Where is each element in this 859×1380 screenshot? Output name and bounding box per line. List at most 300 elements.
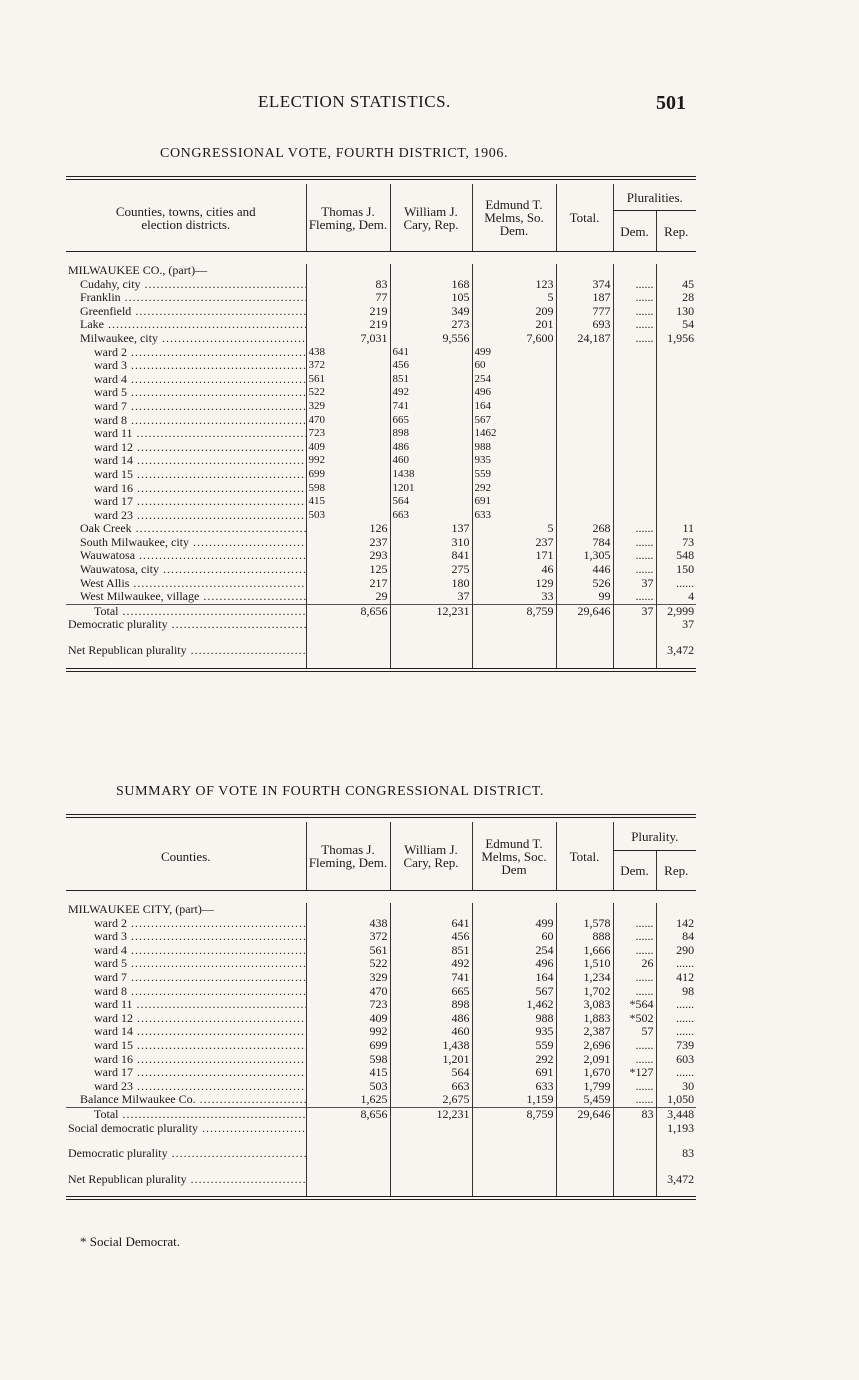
table-row bbox=[66, 549, 696, 563]
cell-total bbox=[556, 495, 613, 509]
cell-rep: 11 bbox=[656, 522, 696, 536]
cell-c2: 12,231 bbox=[390, 1107, 472, 1121]
leader-dots bbox=[127, 386, 306, 399]
cell-total bbox=[556, 400, 613, 414]
table-row bbox=[66, 1039, 696, 1053]
cell-c1: 561 bbox=[306, 373, 390, 387]
cell-total: 29,646 bbox=[556, 1107, 613, 1121]
row-label bbox=[66, 644, 306, 658]
row-label-text: ward 16 bbox=[94, 481, 133, 495]
cell-dem bbox=[613, 359, 656, 373]
leader-dots bbox=[133, 427, 306, 440]
cell-c2: 456 bbox=[390, 930, 472, 944]
table-row bbox=[66, 971, 696, 985]
cell-c1: 522 bbox=[306, 386, 390, 400]
cell-c2: 492 bbox=[390, 386, 472, 400]
row-label-text: Wauwatosa bbox=[80, 549, 136, 563]
row-label bbox=[66, 318, 306, 332]
cell-dem bbox=[613, 644, 656, 658]
row-label bbox=[66, 1093, 306, 1107]
table2-summary-vote bbox=[66, 814, 696, 1200]
row-label bbox=[66, 332, 306, 346]
cell-total: 526 bbox=[556, 577, 613, 591]
cell-c2: 741 bbox=[390, 971, 472, 985]
cell-c2: 851 bbox=[390, 373, 472, 387]
table-row bbox=[66, 536, 696, 550]
cell-c3: 559 bbox=[472, 468, 556, 482]
cell-c3: 8,759 bbox=[472, 1107, 556, 1121]
table-row bbox=[66, 1025, 696, 1039]
dem-plurality-row bbox=[66, 1147, 696, 1161]
row-label bbox=[66, 930, 306, 944]
leader-dots bbox=[127, 944, 306, 957]
cell-total bbox=[556, 644, 613, 658]
cell-c3: 292 bbox=[472, 482, 556, 496]
cell-c3: 8,759 bbox=[472, 604, 556, 618]
cell-dem bbox=[613, 1147, 656, 1161]
row-label-text: ward 15 bbox=[94, 1038, 133, 1052]
row-label bbox=[66, 359, 306, 373]
row-label-text: ward 2 bbox=[94, 916, 127, 930]
cell-c1: 522 bbox=[306, 957, 390, 971]
row-label bbox=[66, 917, 306, 931]
cell-rep: 3,448 bbox=[656, 1107, 696, 1121]
cell-rep: 142 bbox=[656, 917, 696, 931]
cell-c1: 470 bbox=[306, 414, 390, 428]
cell-c3 bbox=[472, 1122, 556, 1136]
footnote: * Social Democrat. bbox=[80, 1234, 180, 1249]
cell-c2: 1438 bbox=[390, 468, 472, 482]
row-label bbox=[66, 373, 306, 387]
cell-dem: ...... bbox=[613, 944, 656, 958]
leader-dots bbox=[168, 1147, 306, 1160]
row-label-text: ward 5 bbox=[94, 957, 127, 971]
cell-c3: 691 bbox=[472, 1066, 556, 1080]
cell-rep: 73 bbox=[656, 536, 696, 550]
table-row bbox=[66, 957, 696, 971]
cell-c1: 7,031 bbox=[306, 332, 390, 346]
leader-dots bbox=[158, 332, 306, 345]
cell-c2: 851 bbox=[390, 944, 472, 958]
row-label-text: Wauwatosa, city bbox=[80, 563, 160, 577]
row-label bbox=[66, 1066, 306, 1080]
cell-c2: 564 bbox=[390, 1066, 472, 1080]
row-label-text: Oak Creek bbox=[80, 522, 132, 536]
cell-c1: 561 bbox=[306, 944, 390, 958]
cell-c2: 741 bbox=[390, 400, 472, 414]
cell-dem bbox=[613, 454, 656, 468]
leader-dots bbox=[127, 985, 306, 998]
cell-c2: 641 bbox=[390, 346, 472, 360]
cell-total: 374 bbox=[556, 278, 613, 292]
cell-c2: 456 bbox=[390, 359, 472, 373]
cell-total: 1,305 bbox=[556, 549, 613, 563]
row-label-text: Net Republican plurality bbox=[68, 1172, 187, 1186]
cell-c2: 12,231 bbox=[390, 604, 472, 618]
cell-c3: 567 bbox=[472, 985, 556, 999]
leader-dots bbox=[119, 1107, 307, 1121]
cell-c3: 60 bbox=[472, 359, 556, 373]
table2-title: SUMMARY OF VOTE IN FOURTH CONGRESSIONAL DISTRICT. bbox=[116, 784, 544, 799]
cell-total bbox=[556, 454, 613, 468]
leader-dots bbox=[121, 291, 306, 304]
cell-c1: 219 bbox=[306, 318, 390, 332]
row-label-text: ward 4 bbox=[94, 943, 127, 957]
cell-total: 1,234 bbox=[556, 971, 613, 985]
cell-dem: ...... bbox=[613, 522, 656, 536]
cell-c1: 83 bbox=[306, 278, 390, 292]
net-rep-row bbox=[66, 1173, 696, 1187]
leader-dots bbox=[127, 400, 306, 413]
row-label bbox=[66, 577, 306, 591]
cell-c2: 9,556 bbox=[390, 332, 472, 346]
cell-c3: 1462 bbox=[472, 427, 556, 441]
row-label bbox=[66, 985, 306, 999]
cell-rep: 3,472 bbox=[656, 1173, 696, 1187]
cell-dem bbox=[613, 373, 656, 387]
cell-rep: 4 bbox=[656, 590, 696, 604]
cell-dem: 37 bbox=[613, 604, 656, 618]
cell-c3: 254 bbox=[472, 944, 556, 958]
row-label bbox=[66, 386, 306, 400]
table2-county-label: MILWAUKEE CITY, (part)— bbox=[68, 903, 214, 916]
cell-c3 bbox=[472, 1173, 556, 1187]
cell-total: 784 bbox=[556, 536, 613, 550]
cell-c2: 492 bbox=[390, 957, 472, 971]
cell-c2: 665 bbox=[390, 985, 472, 999]
cell-rep: 290 bbox=[656, 944, 696, 958]
row-label bbox=[66, 468, 306, 482]
table-row bbox=[66, 917, 696, 931]
cell-rep: 1,956 bbox=[656, 332, 696, 346]
cell-c2: 105 bbox=[390, 291, 472, 305]
cell-dem: ...... bbox=[613, 985, 656, 999]
cell-rep bbox=[656, 482, 696, 496]
leader-dots bbox=[133, 998, 306, 1011]
ward-row bbox=[66, 441, 696, 455]
cell-dem: 26 bbox=[613, 957, 656, 971]
cell-total bbox=[556, 386, 613, 400]
row-label bbox=[66, 549, 306, 563]
dem-plurality-row bbox=[66, 618, 696, 632]
cell-dem: 83 bbox=[613, 1107, 656, 1121]
cell-rep: 1,050 bbox=[656, 1093, 696, 1107]
cell-c3: 633 bbox=[472, 1080, 556, 1094]
table-row bbox=[66, 563, 696, 577]
table1-total-header: Total. bbox=[556, 184, 613, 252]
cell-rep: 548 bbox=[656, 549, 696, 563]
table1-rep-header: Rep. bbox=[656, 211, 696, 252]
cell-dem: ...... bbox=[613, 291, 656, 305]
cell-c3: 5 bbox=[472, 522, 556, 536]
table-row bbox=[66, 944, 696, 958]
cell-dem bbox=[613, 386, 656, 400]
cell-dem bbox=[613, 441, 656, 455]
cell-c1 bbox=[306, 1122, 390, 1136]
cell-c3: 60 bbox=[472, 930, 556, 944]
row-label bbox=[66, 618, 306, 632]
cell-dem bbox=[613, 468, 656, 482]
cell-total: 888 bbox=[556, 930, 613, 944]
cell-c1: 699 bbox=[306, 468, 390, 482]
cell-c1: 409 bbox=[306, 441, 390, 455]
cell-total: 446 bbox=[556, 563, 613, 577]
cell-c2 bbox=[390, 1173, 472, 1187]
leader-dots bbox=[133, 1039, 306, 1052]
leader-dots bbox=[133, 1066, 306, 1079]
ward-row bbox=[66, 373, 696, 387]
row-label-text: ward 7 bbox=[94, 970, 127, 984]
cell-dem bbox=[613, 400, 656, 414]
cell-total: 187 bbox=[556, 291, 613, 305]
row-label-text: Democratic plurality bbox=[68, 618, 168, 632]
row-label bbox=[66, 454, 306, 468]
row-label-text: ward 3 bbox=[94, 930, 127, 944]
leader-dots bbox=[133, 468, 306, 481]
cell-dem: ...... bbox=[613, 930, 656, 944]
cell-dem: ...... bbox=[613, 536, 656, 550]
cell-rep: 603 bbox=[656, 1053, 696, 1067]
cell-rep bbox=[656, 414, 696, 428]
cell-c3: 691 bbox=[472, 495, 556, 509]
table-row bbox=[66, 985, 696, 999]
cell-c3: 129 bbox=[472, 577, 556, 591]
row-label bbox=[66, 1147, 306, 1161]
cell-dem bbox=[613, 414, 656, 428]
leader-dots bbox=[187, 1173, 306, 1186]
row-label bbox=[66, 509, 306, 523]
table1-label-header: Counties, towns, cities and election districts. bbox=[66, 184, 306, 252]
cell-c3: 499 bbox=[472, 346, 556, 360]
table1-dem-header: Dem. bbox=[613, 211, 656, 252]
table1-title: CONGRESSIONAL VOTE, FOURTH DISTRICT, 1906. bbox=[160, 146, 509, 161]
leader-dots bbox=[133, 509, 306, 522]
row-label bbox=[66, 305, 306, 319]
row-label-text: ward 11 bbox=[94, 427, 133, 441]
cell-c1: 329 bbox=[306, 971, 390, 985]
row-label bbox=[66, 482, 306, 496]
row-label-text: West Milwaukee, village bbox=[80, 590, 200, 604]
ward-row bbox=[66, 482, 696, 496]
cell-c3: 33 bbox=[472, 590, 556, 604]
cell-dem: *564 bbox=[613, 998, 656, 1012]
cell-c1: 992 bbox=[306, 454, 390, 468]
ward-row bbox=[66, 509, 696, 523]
table-row bbox=[66, 1093, 696, 1107]
cell-total: 693 bbox=[556, 318, 613, 332]
cell-c2: 180 bbox=[390, 577, 472, 591]
row-label-text: Social democratic plurality bbox=[68, 1121, 198, 1135]
cell-c1 bbox=[306, 618, 390, 632]
cell-total: 1,799 bbox=[556, 1080, 613, 1094]
cell-rep bbox=[656, 359, 696, 373]
cell-c1: 237 bbox=[306, 536, 390, 550]
row-label-text: ward 12 bbox=[94, 1011, 133, 1025]
cell-c3: 46 bbox=[472, 563, 556, 577]
leader-dots bbox=[133, 1012, 306, 1025]
cell-c1: 29 bbox=[306, 590, 390, 604]
cell-dem bbox=[613, 1173, 656, 1187]
cell-dem: ...... bbox=[613, 563, 656, 577]
cell-dem: ...... bbox=[613, 278, 656, 292]
cell-c2: 168 bbox=[390, 278, 472, 292]
leader-dots bbox=[127, 930, 306, 943]
row-label bbox=[66, 998, 306, 1012]
cell-total: 99 bbox=[556, 590, 613, 604]
cell-c2: 2,675 bbox=[390, 1093, 472, 1107]
cell-total bbox=[556, 346, 613, 360]
cell-c3: 164 bbox=[472, 971, 556, 985]
table1-congressional-vote bbox=[66, 176, 696, 672]
cell-rep: 739 bbox=[656, 1039, 696, 1053]
cell-c1: 219 bbox=[306, 305, 390, 319]
cell-dem: ...... bbox=[613, 1039, 656, 1053]
cell-total bbox=[556, 359, 613, 373]
cell-c1: 125 bbox=[306, 563, 390, 577]
cell-c1: 217 bbox=[306, 577, 390, 591]
row-label-text: ward 8 bbox=[94, 984, 127, 998]
table-row bbox=[66, 291, 696, 305]
ward-row bbox=[66, 495, 696, 509]
ward-row bbox=[66, 427, 696, 441]
leader-dots bbox=[127, 359, 306, 372]
cell-rep: 130 bbox=[656, 305, 696, 319]
cell-rep: 84 bbox=[656, 930, 696, 944]
cell-total bbox=[556, 441, 613, 455]
cell-c2: 898 bbox=[390, 427, 472, 441]
cell-c2: 841 bbox=[390, 549, 472, 563]
cell-rep bbox=[656, 427, 696, 441]
cell-rep: 30 bbox=[656, 1080, 696, 1094]
cell-dem: 37 bbox=[613, 577, 656, 591]
row-label-text: Franklin bbox=[80, 291, 121, 305]
cell-c1: 992 bbox=[306, 1025, 390, 1039]
table1-pluralities-header: Pluralities. bbox=[613, 184, 696, 211]
cell-c1: 77 bbox=[306, 291, 390, 305]
table1-melms-header: Edmund T. Melms, So. Dem. bbox=[472, 184, 556, 252]
cell-c3: 567 bbox=[472, 414, 556, 428]
cell-rep: ...... bbox=[656, 1025, 696, 1039]
cell-c2: 486 bbox=[390, 441, 472, 455]
cell-total: 268 bbox=[556, 522, 613, 536]
cell-dem: 57 bbox=[613, 1025, 656, 1039]
cell-rep bbox=[656, 441, 696, 455]
cell-rep bbox=[656, 509, 696, 523]
cell-total bbox=[556, 618, 613, 632]
table-row bbox=[66, 590, 696, 604]
cell-c2: 1,201 bbox=[390, 1053, 472, 1067]
cell-total: 1,510 bbox=[556, 957, 613, 971]
cell-total: 2,696 bbox=[556, 1039, 613, 1053]
cell-total bbox=[556, 1173, 613, 1187]
table2-total-header: Total. bbox=[556, 822, 613, 891]
row-label bbox=[66, 563, 306, 577]
cell-total: 1,702 bbox=[556, 985, 613, 999]
table-row bbox=[66, 577, 696, 591]
row-label-text: ward 2 bbox=[94, 345, 127, 359]
cell-c2: 310 bbox=[390, 536, 472, 550]
cell-c3: 237 bbox=[472, 536, 556, 550]
row-label-text: Cudahy, city bbox=[80, 277, 141, 291]
table-row bbox=[66, 998, 696, 1012]
cell-total: 24,187 bbox=[556, 332, 613, 346]
table1-fleming-header: Thomas J. Fleming, Dem. bbox=[306, 184, 390, 252]
cell-total bbox=[556, 414, 613, 428]
cell-rep: 45 bbox=[656, 278, 696, 292]
cell-c3: 7,600 bbox=[472, 332, 556, 346]
cell-c1: 415 bbox=[306, 1066, 390, 1080]
cell-dem bbox=[613, 1122, 656, 1136]
cell-c1: 699 bbox=[306, 1039, 390, 1053]
row-label-text: Balance Milwaukee Co. bbox=[80, 1093, 196, 1107]
cell-rep: 28 bbox=[656, 291, 696, 305]
cell-c3: 1,462 bbox=[472, 998, 556, 1012]
cell-c2 bbox=[390, 644, 472, 658]
cell-c2: 663 bbox=[390, 1080, 472, 1094]
cell-c1: 1,625 bbox=[306, 1093, 390, 1107]
cell-c3: 171 bbox=[472, 549, 556, 563]
leader-dots bbox=[133, 495, 306, 508]
leader-dots bbox=[159, 563, 306, 576]
leader-dots bbox=[104, 318, 306, 331]
row-label-text: Lake bbox=[80, 318, 104, 332]
row-label bbox=[66, 536, 306, 550]
cell-dem: ...... bbox=[613, 1080, 656, 1094]
cell-c2: 564 bbox=[390, 495, 472, 509]
cell-c2 bbox=[390, 618, 472, 632]
table2-cary-header: William J. Cary, Rep. bbox=[390, 822, 472, 891]
cell-total: 777 bbox=[556, 305, 613, 319]
cell-c3: 254 bbox=[472, 373, 556, 387]
cell-c2: 460 bbox=[390, 1025, 472, 1039]
cell-dem: ...... bbox=[613, 590, 656, 604]
row-label-text: ward 12 bbox=[94, 440, 133, 454]
leader-dots bbox=[119, 604, 307, 618]
row-label-text: ward 8 bbox=[94, 413, 127, 427]
cell-c3 bbox=[472, 644, 556, 658]
total-row bbox=[66, 1107, 696, 1121]
cell-c2: 275 bbox=[390, 563, 472, 577]
cell-c2 bbox=[390, 1122, 472, 1136]
cell-rep: 83 bbox=[656, 1147, 696, 1161]
net-rep-row bbox=[66, 644, 696, 658]
ward-row bbox=[66, 414, 696, 428]
cell-c3: 292 bbox=[472, 1053, 556, 1067]
cell-total bbox=[556, 482, 613, 496]
running-header: ELECTION STATISTICS. bbox=[258, 92, 451, 111]
leader-dots bbox=[131, 305, 306, 318]
cell-rep: ...... bbox=[656, 577, 696, 591]
table1-cary-header: William J. Cary, Rep. bbox=[390, 184, 472, 252]
cell-c3: 988 bbox=[472, 441, 556, 455]
row-label-text: ward 23 bbox=[94, 1079, 133, 1093]
cell-c1: 503 bbox=[306, 1080, 390, 1094]
row-label-text: ward 15 bbox=[94, 467, 133, 481]
leader-dots bbox=[141, 278, 306, 291]
table-row bbox=[66, 522, 696, 536]
cell-dem: ...... bbox=[613, 305, 656, 319]
cell-total: 5,459 bbox=[556, 1093, 613, 1107]
table-row bbox=[66, 1066, 696, 1080]
row-label bbox=[66, 1080, 306, 1094]
row-label bbox=[66, 1107, 306, 1121]
cell-c3 bbox=[472, 618, 556, 632]
cell-dem: ...... bbox=[613, 1093, 656, 1107]
cell-rep bbox=[656, 386, 696, 400]
row-label-text: ward 17 bbox=[94, 495, 133, 509]
cell-rep bbox=[656, 346, 696, 360]
cell-c3: 499 bbox=[472, 917, 556, 931]
